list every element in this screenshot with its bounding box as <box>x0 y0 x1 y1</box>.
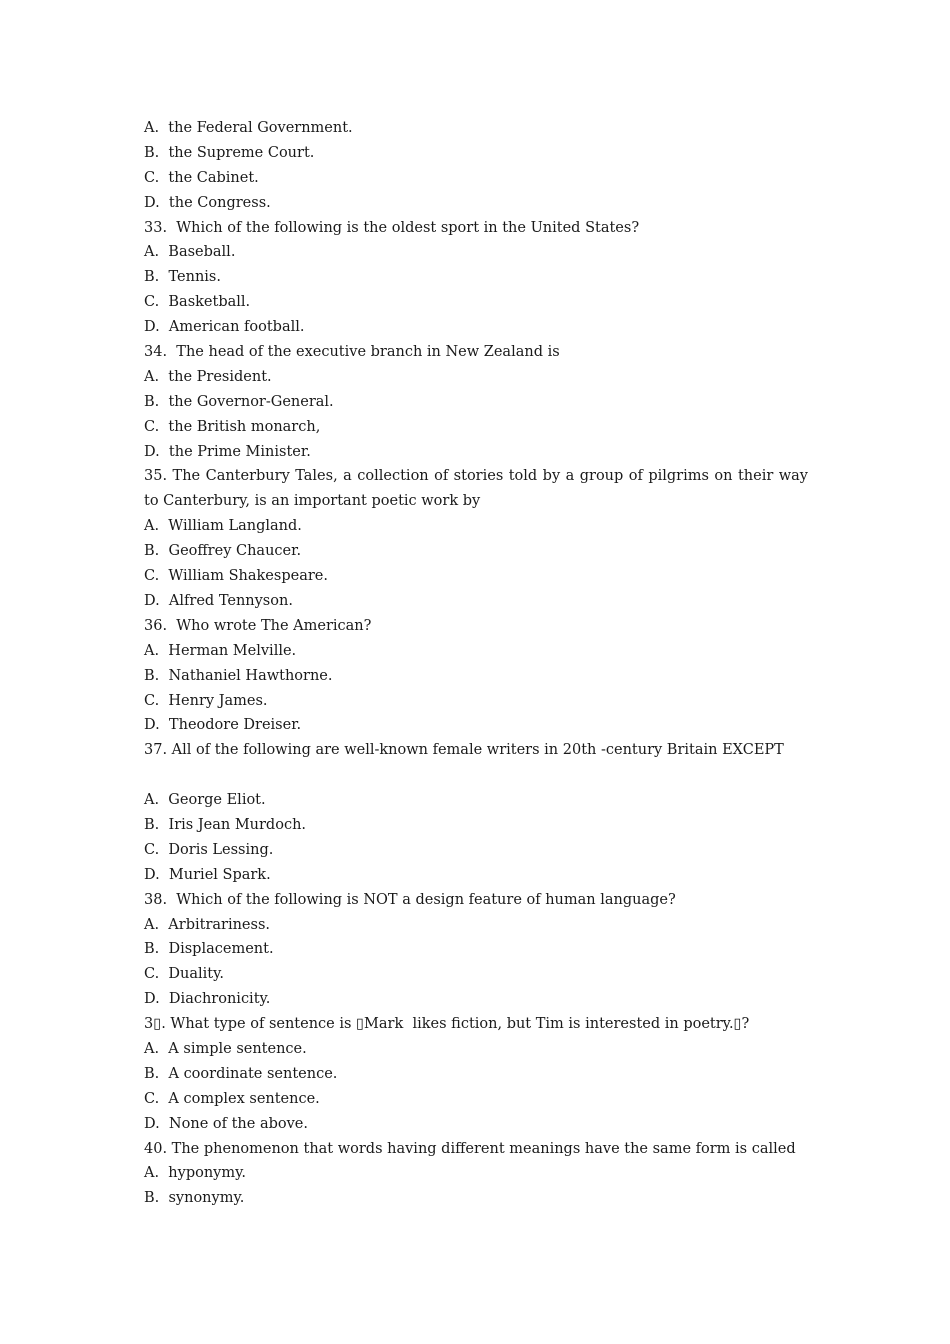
answer-option: A. A simple sentence. <box>144 1040 307 1057</box>
answer-option: A. the President. <box>144 368 272 385</box>
answer-option: B. Nathaniel Hawthorne. <box>144 667 333 684</box>
answer-option: B. Tennis. <box>144 269 221 286</box>
answer-option: C. the British monarch, <box>144 418 321 435</box>
answer-option: C. Duality. <box>144 966 224 983</box>
answer-option: A. Herman Melville. <box>144 642 297 659</box>
answer-option: D. Muriel Spark. <box>144 866 271 883</box>
question-text: 36. Who wrote The American? <box>144 617 372 634</box>
question-text: 3▯. What type of sentence is ▯Mark likes fiction, but Tim is interested in poetry.▯? <box>144 1016 750 1033</box>
question-text: 34. The head of the executive branch in New Zealand is <box>144 344 560 361</box>
question-text: 35. The Canterbury Tales, a collection of stories told by a group of pilgrims on their way to Canterbury, is an important poetic work by <box>144 468 808 510</box>
answer-option: A. William Langland. <box>144 518 302 535</box>
answer-option: C. A complex sentence. <box>144 1090 320 1107</box>
answer-option: D. the Prime Minister. <box>144 443 311 460</box>
answer-option: D. Alfred Tennyson. <box>144 592 293 609</box>
answer-option: D. Diachronicity. <box>144 991 271 1008</box>
answer-option: D. None of the above. <box>144 1115 308 1132</box>
answer-option: A. Baseball. <box>144 244 236 261</box>
answer-option: D. the Congress. <box>144 194 271 211</box>
answer-option: A. hyponymy. <box>144 1165 246 1182</box>
answer-option: C. Basketball. <box>144 294 251 311</box>
answer-option: B. synonymy. <box>144 1190 245 1207</box>
question-list <box>144 116 808 1211</box>
question-text: 37. All of the following are well-known female writers in 20th -century Britain EXCEPT <box>144 742 784 759</box>
answer-option: B. A coordinate sentence. <box>144 1065 338 1082</box>
answer-option: C. Doris Lessing. <box>144 841 274 858</box>
answer-option: D. American football. <box>144 319 305 336</box>
answer-option: B. Displacement. <box>144 941 274 958</box>
answer-option: B. the Supreme Court. <box>144 144 315 161</box>
answer-option: B. Geoffrey Chaucer. <box>144 543 302 560</box>
question-text: 40. The phenomenon that words having different meanings have the same form is called <box>144 1140 796 1157</box>
answer-option: B. Iris Jean Murdoch. <box>144 816 307 833</box>
answer-option: C. William Shakespeare. <box>144 568 328 585</box>
answer-option: B. the Governor-General. <box>144 393 334 410</box>
answer-option: A. George Eliot. <box>144 792 266 809</box>
question-text: 38. Which of the following is NOT a design feature of human language? <box>144 891 676 908</box>
question-text: 33. Which of the following is the oldest sport in the United States? <box>144 219 640 236</box>
answer-option: C. Henry James. <box>144 692 268 709</box>
answer-option: C. the Cabinet. <box>144 169 259 186</box>
answer-option: D. Theodore Dreiser. <box>144 717 302 734</box>
answer-option: A. the Federal Government. <box>144 120 353 136</box>
answer-option: A. Arbitrariness. <box>144 916 271 933</box>
